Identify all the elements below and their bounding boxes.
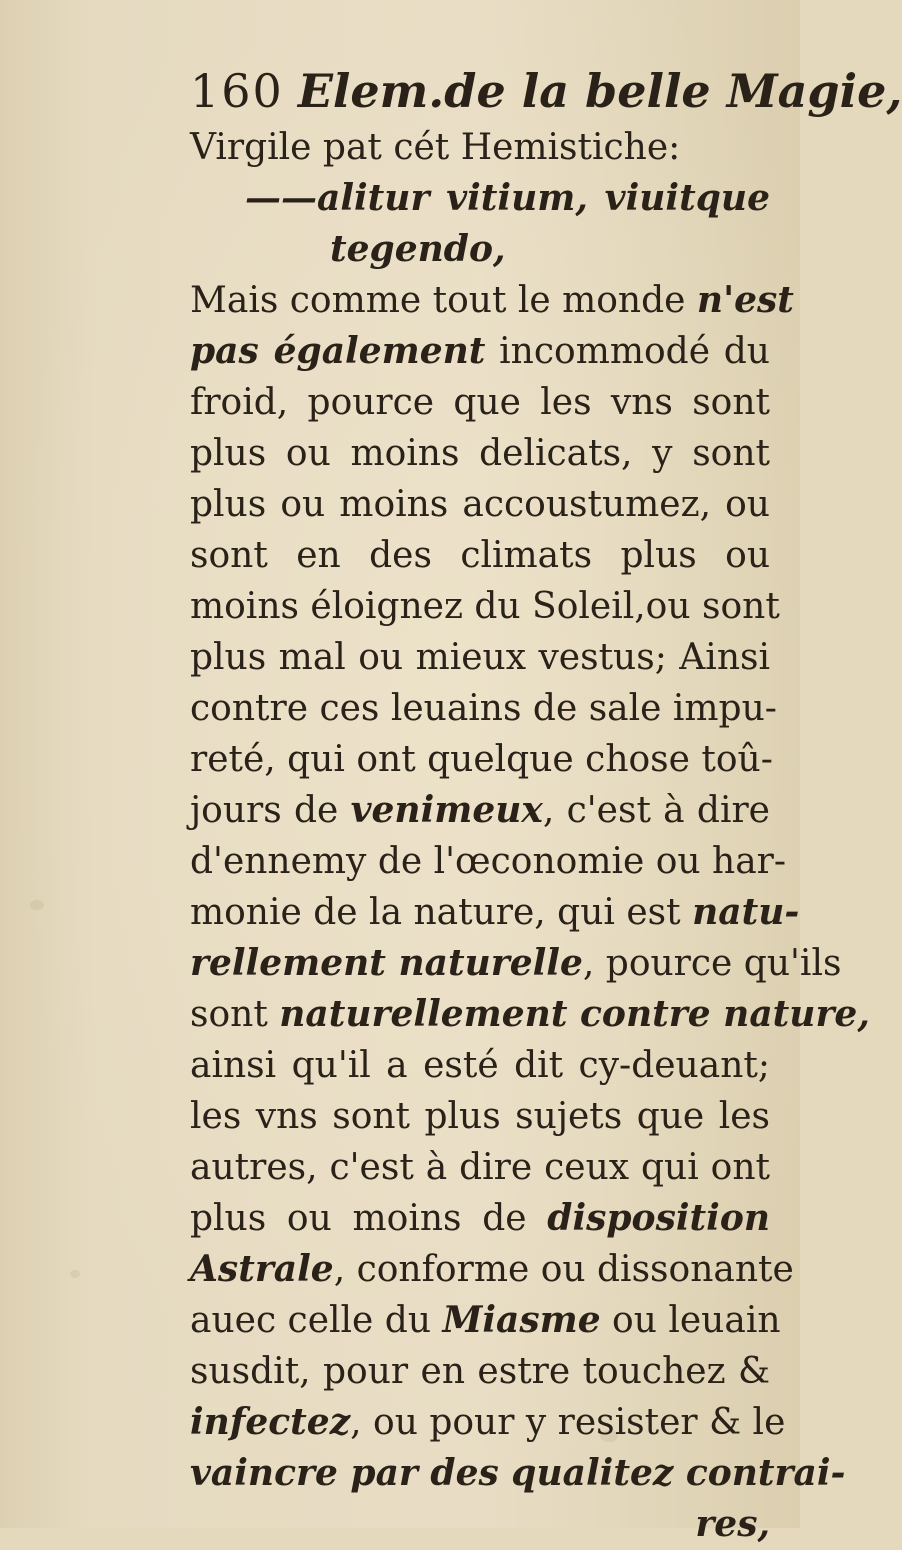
body-text	[190, 122, 870, 1550]
roman-text: incommodé du	[485, 331, 770, 372]
text-line	[190, 734, 773, 785]
italic-text: Miasme	[442, 1299, 601, 1341]
roman-text: , c'est à dire	[542, 790, 770, 831]
text-line	[190, 1346, 770, 1397]
text-line	[190, 224, 770, 275]
text-line	[190, 326, 770, 377]
text-line	[190, 1397, 786, 1448]
italic-text: n'est	[696, 279, 794, 321]
roman-text: susdit, pour en estre touchez &	[190, 1351, 770, 1392]
page-number: 160	[190, 64, 284, 118]
text-line	[190, 377, 770, 428]
paper-stain	[30, 900, 44, 910]
text-line	[190, 887, 800, 938]
text-line	[190, 122, 770, 173]
roman-text: plus ou moins delicats, y sont	[190, 433, 770, 474]
roman-text: d'ennemy de l'œconomie ou har-	[190, 841, 787, 882]
text-line	[190, 989, 870, 1040]
italic-text: naturellement contre nature,	[279, 993, 870, 1035]
text-line	[190, 1244, 794, 1295]
text-line	[190, 1091, 770, 1142]
roman-text: sont en des climats plus ou	[190, 535, 770, 576]
text-block	[190, 60, 902, 1550]
italic-text: tegendo,	[330, 228, 506, 270]
text-line	[190, 275, 794, 326]
text-line	[190, 1295, 781, 1346]
roman-text: , ou pour y resister & le	[350, 1402, 786, 1443]
text-line	[190, 1193, 770, 1244]
running-head	[190, 60, 902, 122]
roman-text: Virgile pat cét Hemistiche:	[190, 127, 681, 168]
italic-text: rellement naturelle	[190, 942, 583, 984]
roman-text: sont	[190, 994, 280, 1035]
text-line	[190, 683, 777, 734]
text-line	[190, 530, 770, 581]
roman-text: plus mal ou mieux vestus; Ainsi	[190, 637, 770, 678]
italic-text: venimeux	[350, 789, 543, 831]
italic-text: pas également	[190, 330, 486, 372]
roman-text: ou leuain	[600, 1300, 781, 1341]
italic-text: infectez	[190, 1401, 351, 1443]
roman-text: moins éloignez du Soleil,ou sont	[190, 586, 780, 627]
roman-text: plus ou moins accoustumez, ou	[190, 484, 770, 525]
italic-text: ——alitur vitium, viuitque	[245, 177, 770, 219]
roman-text: monie de la nature, qui est	[190, 892, 693, 933]
roman-text: reté, qui ont quelque chose toû-	[190, 739, 773, 780]
text-line	[190, 836, 787, 887]
roman-text: contre ces leuains de sale impu-	[190, 688, 777, 729]
roman-text: jours de	[190, 790, 351, 831]
roman-text: , conforme ou dissonante	[333, 1249, 794, 1290]
roman-text: plus ou moins de	[190, 1198, 548, 1239]
text-line	[190, 479, 770, 530]
italic-text: res,	[695, 1503, 770, 1545]
italic-text: disposition	[547, 1197, 770, 1239]
roman-text: autres, c'est à dire ceux qui ont	[190, 1147, 770, 1188]
text-line	[190, 428, 770, 479]
text-line	[190, 1448, 846, 1499]
roman-text: ainsi qu'il a esté dit cy-deuant;	[190, 1045, 770, 1086]
italic-text: vaincre par des qualitez contrai-	[190, 1452, 846, 1494]
running-title: Elem.de la belle Magie,	[297, 64, 902, 118]
italic-text: natu-	[692, 891, 800, 933]
text-line	[190, 1040, 770, 1091]
roman-text: , pource qu'ils	[582, 943, 842, 984]
text-line	[190, 785, 770, 836]
roman-text: les vns sont plus sujets que les	[190, 1096, 770, 1137]
roman-text: froid, pource que les vns sont	[190, 382, 770, 423]
paper-stain	[70, 1270, 80, 1278]
roman-text: Mais comme tout le monde	[190, 280, 697, 321]
roman-text: auec celle du	[190, 1300, 443, 1341]
italic-text: Astrale	[190, 1248, 334, 1290]
text-line	[190, 1499, 770, 1550]
text-line	[190, 632, 770, 683]
text-line	[190, 581, 780, 632]
text-line	[190, 1142, 770, 1193]
text-line	[190, 173, 770, 224]
text-line	[190, 938, 842, 989]
